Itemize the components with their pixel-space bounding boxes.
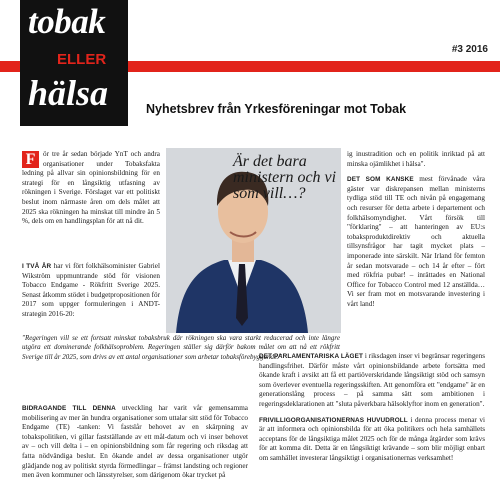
logo-word-halsa: hälsa <box>28 73 109 113</box>
two-years-text: har vi fört folkhälsominister Gabriel Wikström uppmuntrande stöd för visionen Tobacco Endgame - Rökfritt Sverige 2025. Senast åtkomm stödet i budgetpropositionen för 2017 som uppger formuleringen i ANDT-strategin 2016-20: <box>22 262 160 318</box>
issue-number: #3 2016 <box>451 44 488 55</box>
drop-cap: F <box>22 151 39 168</box>
logo-word-eller: ELLER <box>57 51 107 68</box>
paragraph-lead-frivilligorganisationer: FRIVILLIGORGANISATIONERNAS HUVUDROLL <box>259 416 408 424</box>
two-years-column <box>22 262 160 326</box>
paragraph-lead-two-years: I TVÅ ÅR <box>22 263 52 270</box>
frivilligorganisationer-text: i denna process menar vi är att informera och opinionsbilda för att öka politikers och hela samhällets acceptans för de långsiktiga målet 2025 och för de många åtgärder som krävs för att komma dit. Detta är en långsiktigt krävande – som blir möjligt enbart om samhället investerar långsiktigt i organisationernas verksamhet! <box>259 415 485 462</box>
parlamentariska-text: i riksdagen inser vi begränsar regeringens handlingsfrihet. Därför måste vårt opinionsbildande arbete fortsätta med ökande kraft i avsikt att få ett partiöverskridande långsiktigt stöd och samsyn som överlever eventuella regeringsskiften. Att genomföra ett "endgame" är en generationslång process – på samma sätt som ambitionen i regeringsdeklarationen att "sluta påverkbara hälsoklyftor inom en generation". <box>259 352 485 408</box>
intro-paragraph <box>22 150 160 227</box>
logo-word-tobak: tobak <box>28 2 106 41</box>
paragraph-lead-bidragande: BIDRAGANDE TILL DENNA <box>22 405 116 412</box>
bottom-left-column <box>22 404 248 487</box>
left-column <box>22 150 160 233</box>
paragraph-lead-parlamentariska: DET PARLAMENTARISKA LÄGET <box>259 353 363 360</box>
right-intro-text: ig inustradition och en politik inriktad på att minska ojämlikhet i hälsa". <box>347 150 485 168</box>
right-column <box>347 150 485 316</box>
intro-text: ör tre år sedan började YnT och andra organisationer under Tobaksfakta ledning på allvar sin opinionsbildning för en strategi för en långsiktig utfasning av rökningen i Sverige. Förslaget var ett politiskt beslut inom närmaste åren om dels målet att 2025 ska rökningen ha minskat till mindre än 5 %, dels om en handlingsplan för att nå dit. <box>22 150 160 226</box>
bidragande-text: utveckling har varit vår gemensamma mobilisering av mer än hundra organisationer som uttalar sitt stöd för Tobacco Endgame (TE) -tanken: Vi fastslår behovet av en skärpning av tobakspolitiken, vi gillar fastställande av ett mål-datum och vi inser behovet av – och vill delta i – en opinionsbildning som får regering och riksdag att fatta nödvändiga beslut. En ökande andel av dessa organisationer utgör glädjande nog av politiskt styrda förmedlingar – främst landsting och regioner men även kommuner och länsstyrelser, som därigenom ökar trycket på <box>22 404 248 480</box>
photo-pull-quote: Är det bara ministern och vi som vill…? <box>233 153 337 202</box>
newsletter-logo <box>20 0 128 126</box>
paragraph-lead-kanske: DET SOM KANSKE <box>347 176 414 184</box>
kanske-text: mest förvånade våra gäster var diskrepansen mellan ministerns tydliga stöd till TE och nivån på engagemang och resurser för detta arbete i departement och folkhälsomyndighet. Vårt försök till "förklaring" – att hanteringen av EU:s tobaksproduktdirektiv och aktuella tillsynsfrågor har tagit mycket plats – imponerade inte särskilt. När Irland för femton år sedan motsvarade – och 14 år efter – fört med rökfria pubar! – inrättades en National Office for Tobacco Control med 12 anställda… Vi ser fram mot en motsvarande investering i vårt land! <box>347 175 485 308</box>
bottom-right-column <box>259 352 485 470</box>
budget-quote-text: "Regeringen vill se ett fortsatt minskat tobaksbruk där rökningen ska vara starkt reducerad och inte längre utgöra ett dominerande folkhälsoproblem. Regeringen ställer sig därför bakom målet om att nå ett rökfritt Sverige till år 2025, som drivs av ett antal organisationer som arbetar tobaksförebyggande." <box>22 334 340 361</box>
minister-photo <box>166 148 341 333</box>
newsletter-subtitle: Nyhetsbrev från Yrkesföreningar mot Tobak <box>146 102 407 116</box>
